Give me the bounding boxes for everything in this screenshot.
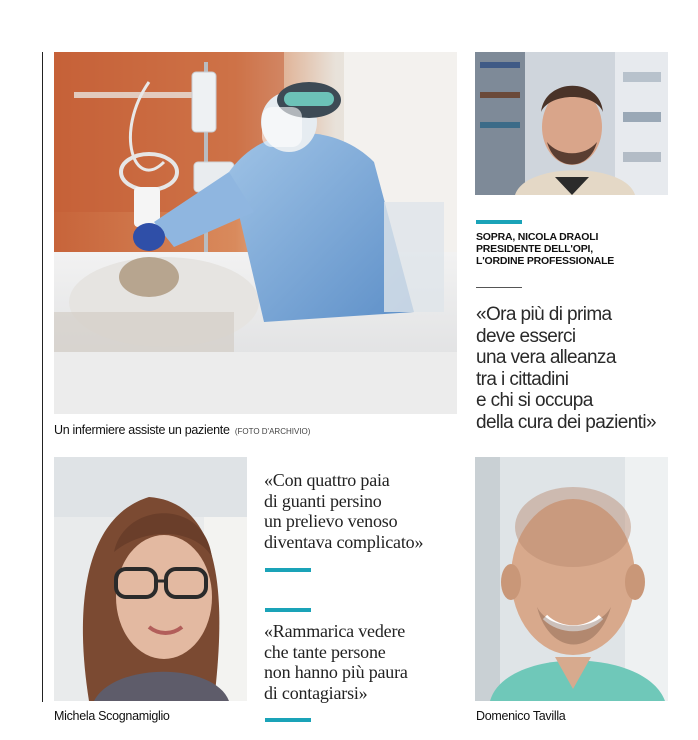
scognamiglio-quote: «Con quattro paia di guanti persino un prelievo venoso diventava complicato» bbox=[264, 470, 424, 552]
kicker-line: SOPRA, NICOLA DRAOLI bbox=[476, 231, 599, 243]
photo-credit: (FOTO D'ARCHIVIO) bbox=[234, 427, 311, 436]
main-photo bbox=[54, 52, 457, 414]
draoli-accent-rule bbox=[476, 220, 522, 224]
tavilla-quote: «Rammarica vedere che tante persone non hanno più paura di contagiarsi» bbox=[264, 621, 408, 703]
quote-accent-rule bbox=[265, 608, 311, 612]
kicker-line: PRESIDENTE DELL'OPI, bbox=[476, 243, 593, 255]
kicker-line: L'ORDINE PROFESSIONALE bbox=[476, 255, 615, 267]
quote-accent-rule bbox=[265, 718, 311, 722]
main-photo-caption bbox=[54, 423, 310, 437]
column-rule bbox=[42, 52, 43, 702]
draoli-kicker bbox=[476, 231, 614, 267]
scognamiglio-name: Michela Scognamiglio bbox=[54, 709, 170, 723]
tavilla-portrait bbox=[475, 457, 668, 701]
draoli-divider bbox=[476, 287, 522, 288]
caption-text: Un infermiere assiste un paziente bbox=[54, 423, 230, 437]
draoli-quote: «Ora più di prima deve esserci una vera alleanza tra i cittadini e chi si occupa della cura dei pazienti» bbox=[476, 304, 656, 433]
quote-accent-rule bbox=[265, 568, 311, 572]
tavilla-name: Domenico Tavilla bbox=[476, 709, 566, 723]
scognamiglio-portrait bbox=[54, 457, 247, 701]
draoli-portrait bbox=[475, 52, 668, 195]
